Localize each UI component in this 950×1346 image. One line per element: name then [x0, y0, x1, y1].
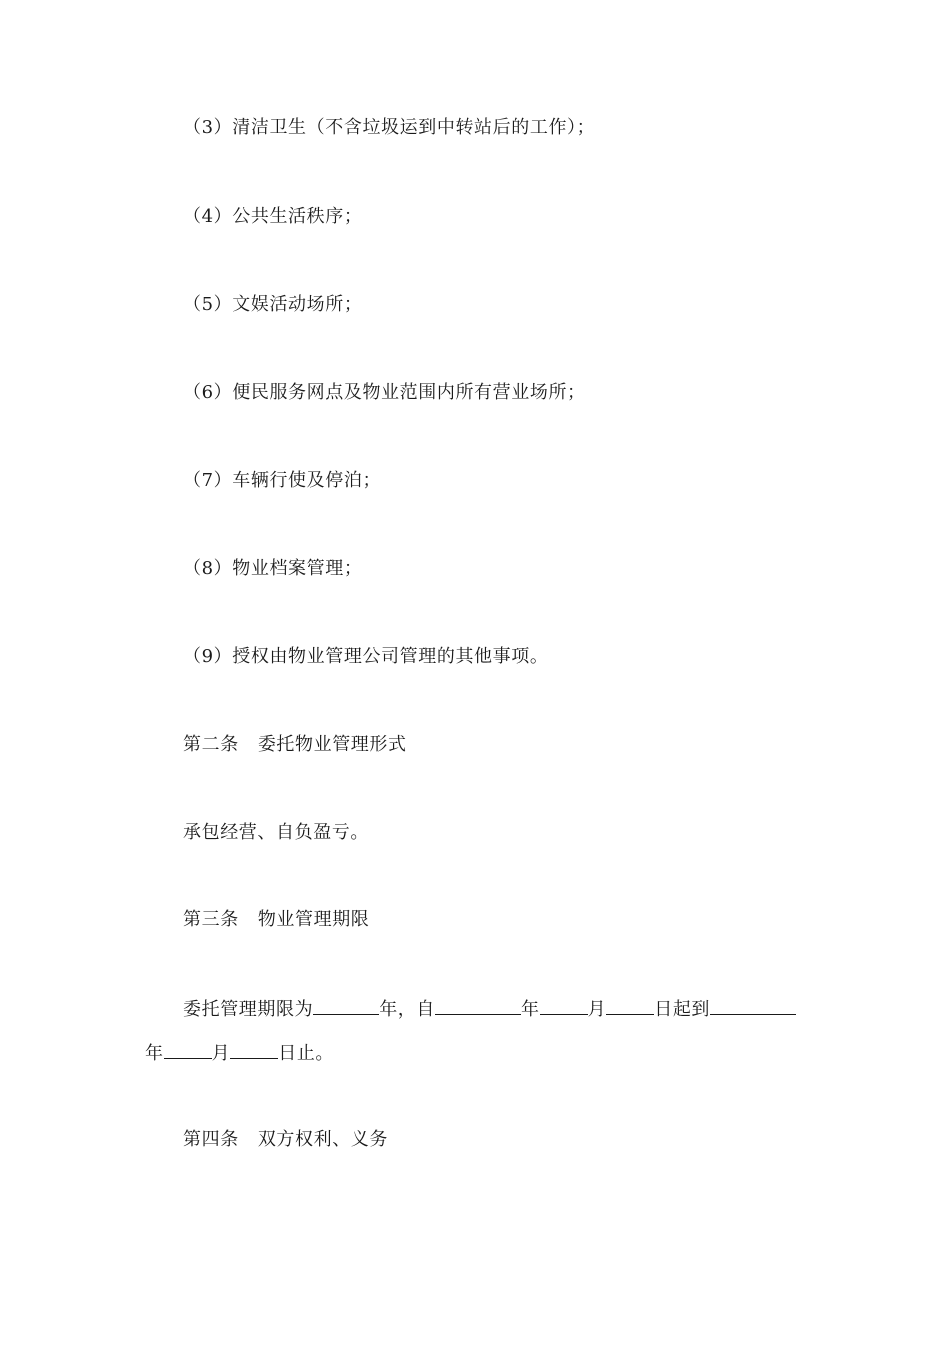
blank-end-year-field[interactable] [710, 996, 796, 1015]
article-title: 双方权利、义务 [257, 1129, 389, 1150]
blank-start-year-field[interactable] [435, 996, 521, 1015]
blank-start-month-field[interactable] [540, 996, 588, 1015]
term-text: 委托管理期限为 [183, 999, 314, 1020]
blank-years-field[interactable] [313, 996, 379, 1015]
scope-item-5: （5）文娱活动场所； [183, 294, 363, 315]
article-number: 第三条 [183, 909, 239, 930]
blank-end-day-field[interactable] [230, 1040, 278, 1059]
term-text: 日起到 [654, 999, 711, 1020]
term-text: 月 [211, 1043, 231, 1064]
article-title: 物业管理期限 [257, 909, 370, 930]
term-text: 年 [521, 999, 540, 1020]
scope-item-4: （4）公共生活秩序； [183, 206, 363, 227]
scope-item-6: （6）便民服务网点及物业范围内所有营业场所； [183, 382, 586, 403]
article-4-heading [183, 1128, 388, 1152]
term-text: 日止。 [278, 1043, 335, 1064]
article-2-heading [183, 733, 407, 757]
scope-item-3: （3）清洁卫生（不含垃圾运到中转站后的工作）； [183, 117, 596, 138]
article-number: 第四条 [183, 1129, 239, 1150]
term-text: 年 [145, 1043, 164, 1064]
scope-item-8: （8）物业档案管理； [183, 558, 363, 579]
article-3-term-line-1 [183, 996, 796, 1022]
article-title: 委托物业管理形式 [257, 734, 407, 755]
term-text: 年，自 [379, 999, 436, 1020]
scope-item-9: （9）授权由物业管理公司管理的其他事项。 [183, 646, 549, 667]
article-3-term-line-2 [145, 1040, 334, 1066]
article-3-heading [183, 908, 369, 932]
blank-end-month-field[interactable] [164, 1040, 212, 1059]
article-number: 第二条 [183, 734, 239, 755]
scope-item-7: （7）车辆行使及停泊； [183, 470, 382, 491]
term-text: 月 [587, 999, 607, 1020]
article-2-body: 承包经营、自负盈亏。 [183, 822, 369, 843]
blank-start-day-field[interactable] [606, 996, 654, 1015]
